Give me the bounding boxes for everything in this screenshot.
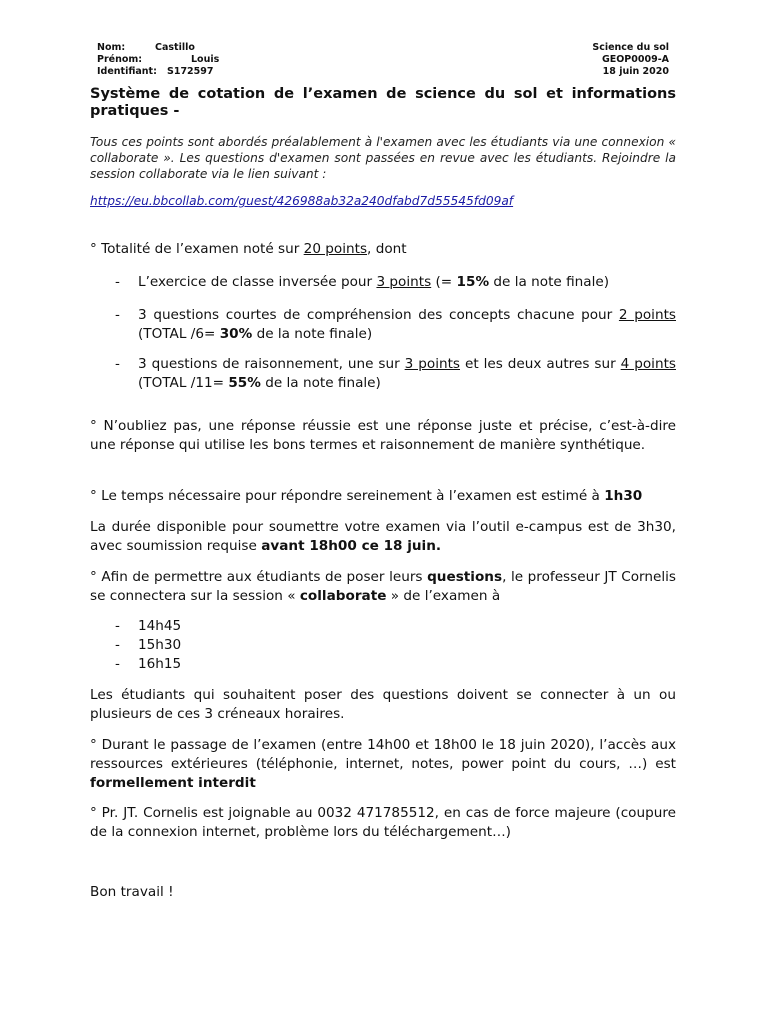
- questions-paragraph: ° Afin de permettre aux étudiants de poser leurs questions, le professeur JT Cornelis se connectera sur la session « collaborate » de l’examen à: [90, 569, 676, 604]
- course-info: [592, 42, 669, 78]
- student-info: [97, 42, 297, 78]
- page-title: Système de cotation de l’examen de science du sol et informations pratiques -: [90, 86, 676, 119]
- id-label: Identifiant:: [97, 66, 157, 77]
- bullet-item: - 3 questions de raisonnement, une sur 3 points et les deux autres sur 4 points (TOTAL /11= 55% de la note finale): [115, 356, 676, 391]
- time-estimate-paragraph: ° Le temps nécessaire pour répondre sereinement à l’examen est estimé à 1h30: [90, 488, 643, 504]
- document-page: Nom: Castillo Prénom: Louis Identifiant: S172597 Science du sol GEOP0009-A 18 juin 2020 Système de cotation de l’examen de science du sol et informations pratiques - Tous ces points sont abordés préalablement à l'examen avec les étudiants via une connexion « collaborate ». Les questions d'examen sont passées en revue avec les étudiants. Rejoindre la session collaborate via le lien suivant : https://eu.bbcollab.com/guest/426988ab32a240dfabd7d55545fd09af ° Totalité de l’examen noté sur 20 points, dont - L’exercice de classe inversée pour 3 points (= 15% de la note finale) - 3 questions courtes de compréhension des concepts chacune pour 2 points (TOTAL /6= 30% de la note finale) - 3 questions de raisonnement, une sur 3 points et les deux autres sur 4 points (TOTAL /11= 55% de la note finale) ° N’oubliez pas, une réponse réussie est une réponse juste et précise, c’est-à-dire une réponse qui utilise les bons termes et raisonnement de manière synthétique. ° Le temps nécessaire pour répondre sereinement à l’examen est estimé à 1h30 La durée disponible pour soumettre votre examen via l’outil e-campus est de 3h30, avec soumission requise avant 18h00 ce 18 juin. ° Afin de permettre aux étudiants de poser leurs questions, le professeur JT Cornelis se connectera sur la session « collaborate » de l’examen à - 14h45 - 15h30 - 16h15 Les étudiants qui souhaitent poser des questions doivent se connecter à un ou plusieurs de ces 3 créneaux horaires. ° Durant le passage de l’examen (entre 14h00 et 18h00 le 18 juin 2020), l’accès aux ressources extérieures (téléphonie, internet, notes, power point du cours, …) est formellement interdit ° Pr. JT. Cornelis est joignable au 0032 471785512, en cas de force majeure (coupure de la connexion internet, problème lors du téléchargement…) Bon travail !: [90, 42, 676, 900]
- bullet-item: - L’exercice de classe inversée pour 3 points (= 15% de la note finale): [115, 274, 610, 290]
- id-value: S172597: [167, 66, 214, 77]
- collaborate-link[interactable]: https://eu.bbcollab.com/guest/426988ab32a240dfabd7d55545fd09af: [90, 194, 514, 208]
- course-name: Science du sol: [592, 42, 669, 53]
- time-slots-paragraph: Les étudiants qui souhaitent poser des questions doivent se connecter à un ou plusieurs de ces 3 créneaux horaires.: [90, 687, 676, 722]
- nom-label: Nom:: [97, 42, 126, 53]
- intro-paragraph: Tous ces points sont abordés préalablement à l'examen avec les étudiants via une connexion « collaborate ». Les questions d'examen sont passées en revue avec les étudiants. Rejoindre la session collaborate via le lien suivant :: [90, 135, 676, 181]
- prenom-label: Prénom:: [97, 54, 143, 65]
- total-points-line: ° Totalité de l’examen noté sur 20 points, dont: [90, 241, 407, 257]
- duration-paragraph: La durée disponible pour soumettre votre examen via l’outil e-campus est de 3h30, avec soumission requise avant 18h00 ce 18 juin.: [90, 519, 676, 554]
- reminder-paragraph: ° N’oubliez pas, une réponse réussie est une réponse juste et précise, c’est-à-dire une réponse qui utilise les bons termes et raisonnement de manière synthétique.: [90, 418, 676, 453]
- course-code: GEOP0009-A: [601, 54, 669, 65]
- prenom-value: Louis: [191, 54, 220, 65]
- exam-rules-paragraph: ° Durant le passage de l’examen (entre 14h00 et 18h00 le 18 juin 2020), l’accès aux ressources extérieures (téléphonie, internet, notes, power point du cours, …) est formellement interdit: [90, 737, 676, 791]
- exam-date: 18 juin 2020: [602, 66, 669, 77]
- bullet-item: - 3 questions courtes de compréhension des concepts chacune pour 2 points (TOTAL /6= 30% de la note finale): [115, 307, 676, 342]
- closing-text: Bon travail !: [90, 884, 174, 900]
- nom-value: Castillo: [155, 42, 195, 53]
- contact-paragraph: ° Pr. JT. Cornelis est joignable au 0032 471785512, en cas de force majeure (coupure de la connexion internet, problème lors du téléchargement…): [90, 805, 676, 840]
